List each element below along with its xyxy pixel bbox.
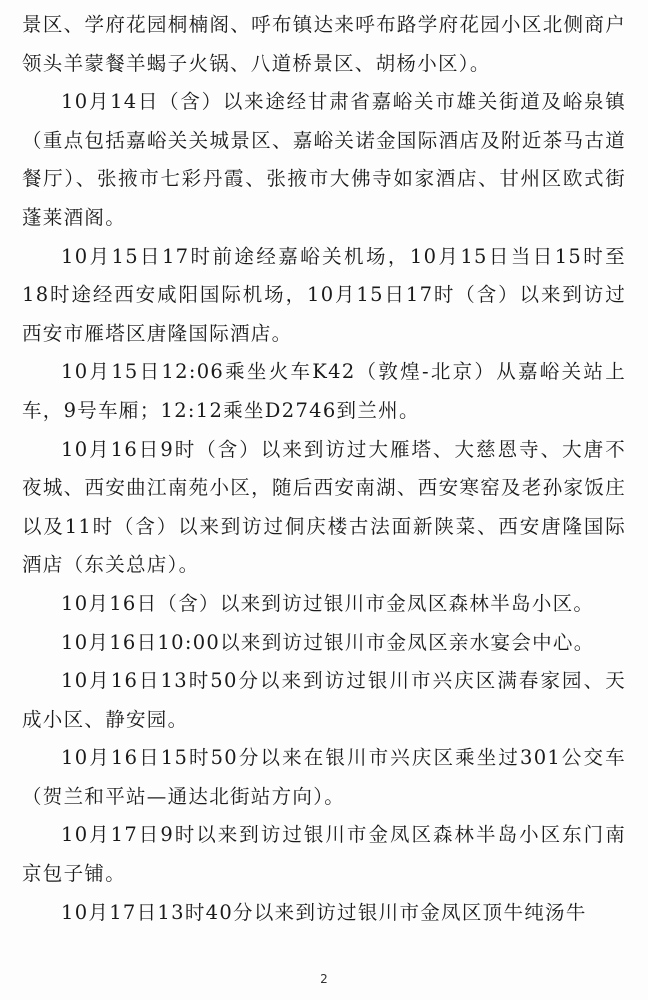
paragraph-1: 景区、学府花园桐楠阁、呼布镇达来呼布路学府花园小区北侧商户领头羊蒙餐羊蝎子火锅、八道桥景区、胡杨小区）。 [22, 13, 626, 75]
page-number: 2 [320, 972, 328, 986]
paragraph-4: 10月15日12:06乘坐火车K42（敦煌-北京）从嘉峪关站上车，9号车厢；12:12乘坐D2746到兰州。 [22, 360, 626, 422]
document-body [22, 6, 626, 932]
paragraph-11: 10月17日13时40分以来到访过银川市金凤区顶牛纯汤牛 [61, 900, 587, 924]
paragraph-3: 10月15日17时前途经嘉峪关机场，10月15日当日15时至18时途经西安咸阳国际机场，10月15日17时（含）以来到访过西安市雁塔区唐隆国际酒店。 [22, 244, 626, 345]
paragraph-6: 10月16日（含）以来到访过银川市金凤区森林半岛小区。 [61, 591, 595, 615]
paragraph-10: 10月17日9时以来到访过银川市金凤区森林半岛小区东门南京包子铺。 [22, 823, 626, 886]
paragraph-9: 10月16日15时50分以来在银川市兴庆区乘坐过301公交车（贺兰和平站—通达北街站方向）。 [22, 746, 626, 808]
paragraph-8: 10月16日13时50分以来到访过银川市兴庆区满春家园、天成小区、静安园。 [22, 669, 626, 731]
paragraph-7: 10月16日10:00以来到访过银川市金凤区亲水宴会中心。 [61, 630, 595, 654]
paragraph-2: 10月14日（含）以来途经甘肃省嘉峪关市雄关街道及峪泉镇（重点包括嘉峪关关城景区、嘉峪关诺金国际酒店及附近茶马古道餐厅）、张掖市七彩丹霞、张掖市大佛寺如家酒店、甘州区欧式街蓬莱酒阁。 [22, 90, 626, 229]
paragraph-5: 10月16日9时（含）以来到访过大雁塔、大慈恩寺、大唐不夜城、西安曲江南苑小区，随后西安南湖、西安寒窑及老孙家饭庄以及11时（含）以来到访过侗庆楼古法面新陕菜、西安唐隆国际酒店（东关总店）。 [22, 437, 626, 577]
